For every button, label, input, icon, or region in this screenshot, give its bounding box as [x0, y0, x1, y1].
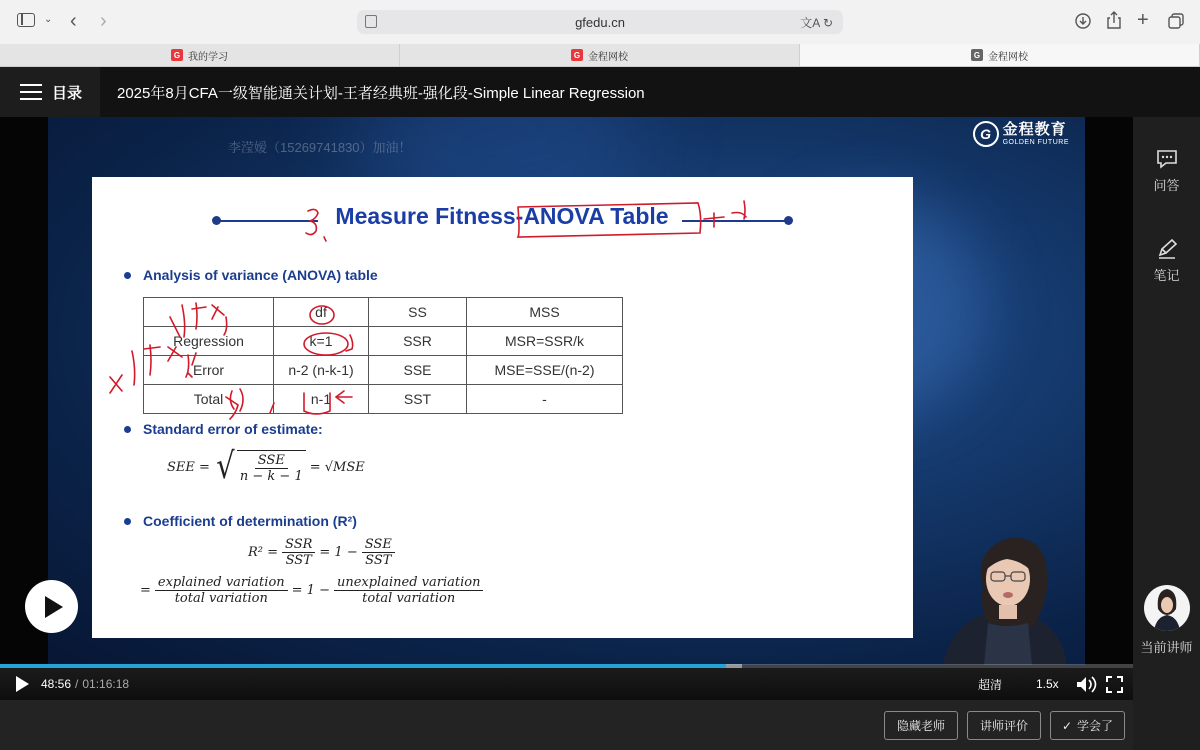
- video-frame: [48, 117, 1085, 665]
- new-tab-icon[interactable]: +: [1137, 9, 1149, 31]
- anova-table: [143, 297, 623, 414]
- translate-icon[interactable]: 文A ↻: [800, 16, 833, 30]
- bullet-anova: Analysis of variance (ANOVA) table: [124, 267, 378, 283]
- current-time: 48:56: [41, 677, 72, 691]
- check-icon: ✓: [1061, 718, 1073, 733]
- rate-teacher-button[interactable]: 讲师评价: [967, 711, 1041, 740]
- big-play-button[interactable]: [25, 580, 78, 633]
- tab-label: 金程网校: [988, 51, 1028, 63]
- quality-selector[interactable]: 超清: [978, 677, 1003, 692]
- title-rule-left: [218, 220, 318, 222]
- qa-label: 问答: [1153, 178, 1180, 193]
- slide-title-bar: [212, 203, 792, 237]
- table-cell: n-2 (n-k-1): [274, 356, 369, 385]
- table-cell: k=1: [274, 327, 369, 356]
- page-icon: [365, 15, 377, 28]
- play-icon[interactable]: [16, 676, 29, 692]
- tab-gfedu-active[interactable]: [800, 44, 1200, 66]
- logo-en: GOLDEN FUTURE: [1002, 139, 1069, 146]
- share-icon[interactable]: [1106, 11, 1122, 29]
- table-cell: MSE=SSE/(n-2): [467, 356, 623, 385]
- notes-label: 笔记: [1153, 268, 1180, 283]
- title-dot-right: [784, 216, 793, 225]
- back-icon[interactable]: ‹: [70, 10, 77, 32]
- logo-mark-icon: G: [973, 121, 999, 147]
- duration: 01:16:18: [82, 677, 130, 691]
- table-header-row: [144, 298, 623, 327]
- fullscreen-icon[interactable]: [1106, 676, 1123, 693]
- tab-strip: [0, 44, 1200, 67]
- address-bar[interactable]: [357, 10, 843, 34]
- tab-overview-icon[interactable]: [1168, 13, 1184, 29]
- table-cell: -: [467, 385, 623, 414]
- r2-formula: R² = $\frac{\text{SSR}}{\text{SST}}$ = 1 − $\frac{\text{SSE}}{\text{SST}}$: [248, 537, 399, 568]
- catalog-label: 目录: [52, 84, 83, 102]
- slide-title: Measure Fitness-ANOVA Table: [335, 203, 669, 229]
- bottom-action-bar: [0, 700, 1133, 750]
- table-cell: Error: [144, 356, 274, 385]
- tab-label: 金程网校: [588, 51, 628, 63]
- player-controls: [0, 668, 1133, 700]
- forward-icon[interactable]: ›: [100, 10, 107, 32]
- table-cell: MSS: [467, 298, 623, 327]
- course-header: [0, 67, 1200, 117]
- table-cell: SS: [369, 298, 467, 327]
- table-cell: SSR: [369, 327, 467, 356]
- table-row: [144, 327, 623, 356]
- chevron-down-icon[interactable]: ⌄: [44, 14, 53, 25]
- lecture-slide: [92, 177, 913, 638]
- pencil-icon: [1156, 239, 1178, 259]
- table-cell: SSE: [369, 356, 467, 385]
- current-teacher-button[interactable]: [1133, 585, 1200, 656]
- table-row: [144, 385, 623, 414]
- teacher-label: 当前讲师: [1140, 640, 1193, 655]
- table-row: [144, 356, 623, 385]
- speed-selector[interactable]: 1.5x: [1036, 677, 1059, 691]
- video-player[interactable]: [0, 117, 1133, 700]
- browser-toolbar: [0, 0, 1200, 44]
- table-cell: df: [274, 298, 369, 327]
- tab-gfedu[interactable]: [400, 44, 800, 66]
- tab-my-learning[interactable]: [0, 44, 400, 66]
- time-separator: /: [75, 677, 79, 691]
- catalog-button[interactable]: [0, 67, 100, 117]
- volume-icon[interactable]: [1076, 676, 1098, 693]
- url-text: gfedu.cn: [575, 14, 625, 30]
- title-rule-right: [682, 220, 787, 222]
- gfedu-icon: G: [171, 49, 183, 61]
- learned-button[interactable]: ✓ 学会了: [1050, 711, 1125, 740]
- table-cell: [144, 298, 274, 327]
- bullet-r2: Coefficient of determination (R²): [124, 513, 357, 529]
- table-cell: Total: [144, 385, 274, 414]
- menu-icon: [20, 84, 42, 100]
- course-title: 2025年8月CFA一级智能通关计划-王者经典班-强化段-Simple Linear Regression: [117, 84, 645, 102]
- r2-words-formula: = $\frac{\text{explained variation}}{\text{total variation}}$ = 1 − $\frac{\text{unexplained variation}}{\text{total variation}}$: [140, 575, 487, 606]
- table-cell: SST: [369, 385, 467, 414]
- hide-teacher-button[interactable]: 隐藏老师: [884, 711, 958, 740]
- tab-label: 我的学习: [188, 51, 228, 63]
- avatar: [1144, 585, 1190, 631]
- right-sidebar: [1133, 117, 1200, 750]
- notes-button[interactable]: [1133, 239, 1200, 284]
- download-icon[interactable]: [1075, 13, 1091, 29]
- table-cell: MSR=SSR/k: [467, 327, 623, 356]
- chat-icon: [1156, 149, 1178, 169]
- logo-cn: 金程教育: [1002, 121, 1067, 138]
- user-watermark: 李滢嫒（15269741830）加油！: [228, 140, 412, 155]
- bullet-see: Standard error of estimate:: [124, 421, 323, 437]
- gfedu-logo: [973, 121, 1069, 147]
- gfedu-icon: G: [571, 49, 583, 61]
- see-formula: SEE = √ $\frac{\text{SSE}}{n - k - 1}$ = √MSE: [167, 446, 365, 487]
- sidebar-toggle-icon[interactable]: [17, 13, 35, 27]
- g-icon: G: [971, 49, 983, 61]
- qa-button[interactable]: [1133, 149, 1200, 194]
- presenter-video: [933, 527, 1083, 665]
- table-cell: Regression: [144, 327, 274, 356]
- table-cell: n-1: [274, 385, 369, 414]
